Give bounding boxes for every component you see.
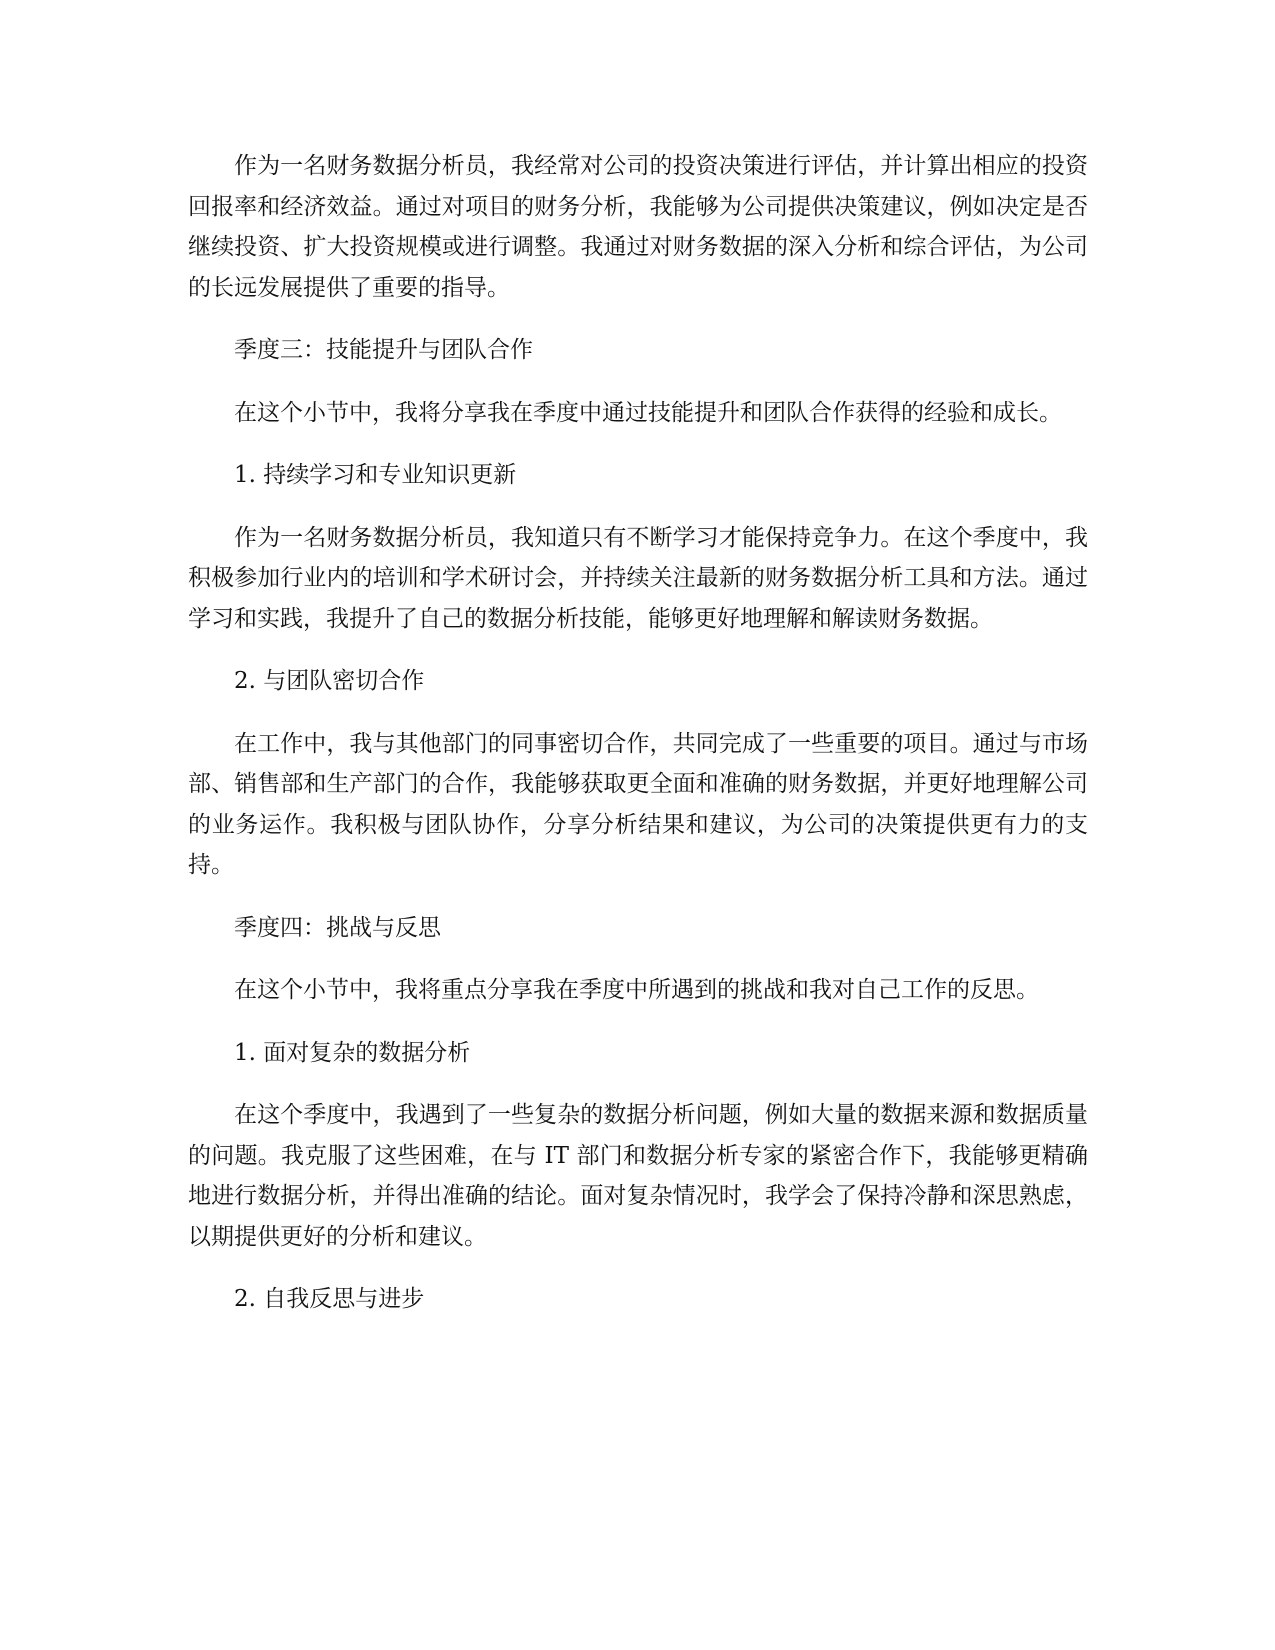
subheading-complex-analysis: 1. 面对复杂的数据分析 (234, 1039, 471, 1066)
document-body (188, 146, 1088, 1342)
paragraph-investment-evaluation: 作为一名财务数据分析员，我经常对公司的投资决策进行评估，并计算出相应的投资回报率和经济效益。通过对项目的财务分析，我能够为公司提供决策建议，例如决定是否继续投资、扩大投资规模或进行调整。我通过对财务数据的深入分析和综合评估，为公司的长远发展提供了重要的指导。 (188, 153, 1088, 301)
paragraph-q3-intro: 在这个小节中，我将分享我在季度中通过技能提升和团队合作获得的经验和成长。 (234, 399, 1062, 426)
paragraph-complex-analysis: 在这个季度中，我遇到了一些复杂的数据分析问题，例如大量的数据来源和数据质量的问题。我克服了这些困难，在与 IT 部门和数据分析专家的紧密合作下，我能够更精确地进行数据分析，并得出准确的结论。面对复杂情况时，我学会了保持冷静和深思熟虑，以期提供更好的分析和建议。 (188, 1102, 1088, 1250)
subheading-team-cooperation: 2. 与团队密切合作 (234, 668, 425, 694)
paragraph-team-cooperation: 在工作中，我与其他部门的同事密切合作，共同完成了一些重要的项目。通过与市场部、销售部和生产部门的合作，我能够获取更全面和准确的财务数据，并更好地理解公司的业务运作。我积极与团队协作，分享分析结果和建议，为公司的决策提供更有力的支持。 (188, 730, 1088, 878)
paragraph-continuous-learning: 作为一名财务数据分析员，我知道只有不断学习才能保持竞争力。在这个季度中，我积极参加行业内的培训和学术研讨会，并持续关注最新的财务数据分析工具和方法。通过学习和实践，我提升了自己的数据分析技能，能够更好地理解和解读财务数据。 (188, 524, 1088, 632)
section-heading-q3: 季度三：技能提升与团队合作 (234, 337, 533, 363)
paragraph-q4-intro: 在这个小节中，我将重点分享我在季度中所遇到的挑战和我对自己工作的反思。 (234, 977, 1039, 1003)
subheading-continuous-learning: 1. 持续学习和专业知识更新 (234, 462, 517, 488)
section-heading-q4: 季度四：挑战与反思 (234, 914, 441, 941)
subheading-self-reflection: 2. 自我反思与进步 (234, 1286, 425, 1312)
